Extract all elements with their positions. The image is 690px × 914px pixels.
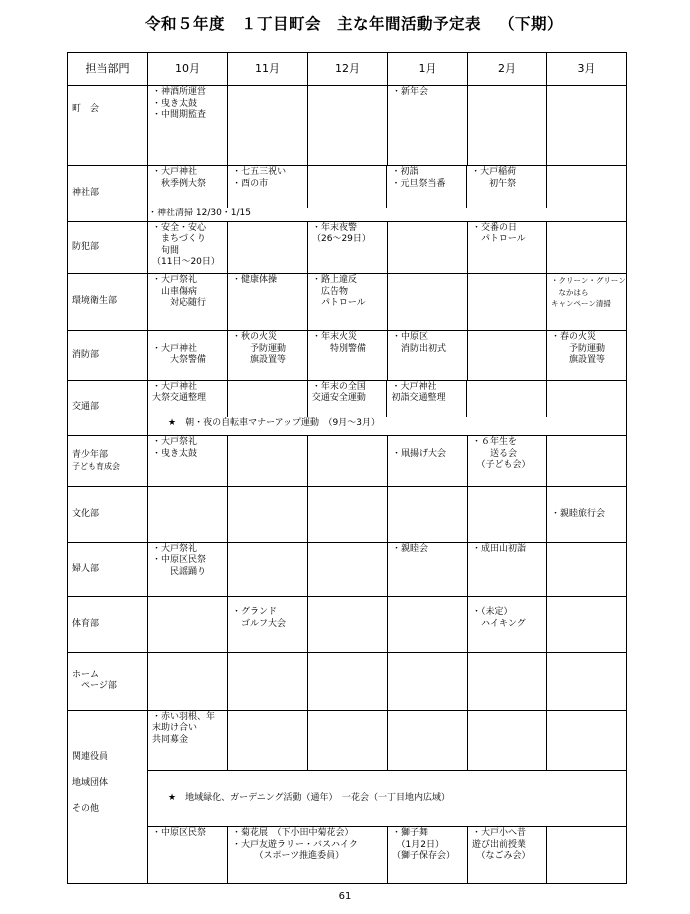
cell-fujin-jan: ・親睦会: [388, 542, 468, 597]
jinja-note: ・神社清掃 12/30・1/15: [148, 208, 252, 218]
cell-jinja-mar: [546, 166, 626, 208]
cell-bohan-oct: ・安全・安心 まちづくり 旬間 （11日～20日）: [148, 221, 228, 274]
cell-bunka-dec: [308, 486, 388, 542]
row-kanren-bottom: [68, 827, 627, 884]
cell-kanren-bottom-feb: ・大戸小へ昔 遊び出前授業 （なごみ会）: [468, 827, 547, 884]
row-jinja: [68, 166, 627, 222]
cell-seishonen-oct: ・大戸祭礼 ・曳き太鼓: [148, 436, 228, 487]
dept-seishonen-label: 青少年部: [72, 450, 109, 461]
cell-bunka-oct: [148, 486, 228, 542]
cell-jinja-oct: ・大戸神社 秋季例大祭: [148, 166, 228, 208]
dept-bunka: 文化部: [68, 486, 148, 542]
cell-taiiku-dec: [308, 597, 388, 653]
cell-kotsu-dec: ・年末の全国 交通安全運動: [307, 381, 387, 417]
header-feb: 2月: [468, 53, 547, 86]
dept-homepage: ホーム ページ部: [68, 653, 148, 711]
cell-kanren-top-dec: [308, 710, 388, 771]
dept-bohan: 防犯部: [68, 221, 148, 274]
cell-seishonen-dec: [308, 436, 388, 487]
row-kankyo: [68, 274, 627, 331]
cell-kotsu-feb: [467, 381, 547, 417]
cell-chokai-nov: [228, 86, 308, 166]
cell-bohan-jan: [388, 221, 468, 274]
cell-homepage-dec: [308, 653, 388, 711]
cell-fujin-dec: [308, 542, 388, 597]
cell-kanren-bottom-oct: ・中原区民祭: [148, 827, 228, 884]
header-oct: 10月: [148, 53, 228, 86]
cell-kotsu-jan: ・大戸神社 初詣交通整理: [387, 381, 467, 417]
cell-taiiku-jan: [388, 597, 468, 653]
cell-bunka-jan: [388, 486, 468, 542]
schedule-table: [67, 52, 627, 884]
cell-fujin-oct: ・大戸祭礼 ・中原区民祭 民謡踊り: [148, 542, 228, 597]
cell-jinja-jan: ・初詣 ・元旦祭当番: [387, 166, 467, 208]
cell-kankyo-mar: ・クリーン・グリーン なかはら キャンペーン清掃: [547, 274, 627, 331]
header-dec: 12月: [308, 53, 388, 86]
cell-bohan-mar: [547, 221, 627, 274]
cell-homepage-mar: [547, 653, 627, 711]
cell-fujin-mar: [547, 542, 627, 597]
cell-shobo-oct: ・大戸神社 大祭警備: [148, 331, 228, 381]
cell-kankyo-jan: [388, 274, 468, 331]
cell-bunka-mar: ・親睦旅行会: [547, 486, 627, 542]
cell-chokai-dec: [308, 86, 388, 166]
cell-taiiku-mar: [547, 597, 627, 653]
cell-homepage-nov: [228, 653, 308, 711]
header-dept: 担当部門: [68, 53, 148, 86]
page-title: [0, 12, 690, 34]
cell-taiiku-oct: [148, 597, 228, 653]
dept-jinja: 神社部: [68, 166, 148, 222]
cell-bunka-nov: [228, 486, 308, 542]
cell-seishonen-jan: ・凧揚げ大会: [388, 436, 468, 487]
header-row: [68, 53, 627, 86]
cell-kotsu-nov: [228, 381, 308, 417]
dept-seishonen: [68, 436, 148, 487]
kotsu-note-row: [148, 417, 626, 429]
kanren-band: ★ 地域緑化、ガーデニング活動（通年） 一花会（一丁目地内広域）: [148, 771, 627, 827]
row-fujin: [68, 542, 627, 597]
row-taiiku: [68, 597, 627, 653]
cell-jinja-nov: ・七五三祝い ・酉の市: [228, 166, 308, 208]
cell-jinja-feb: ・大戸稲荷 初午祭: [467, 166, 547, 208]
row-shobo: [68, 331, 627, 381]
cell-taiiku-feb: ・（未定） ハイキング: [468, 597, 547, 653]
row-chokai: [68, 86, 627, 166]
jinja-inner-row: [148, 166, 626, 208]
cell-seishonen-feb: ・６年生を 送る会 （子ども会）: [468, 436, 547, 487]
header-nov: 11月: [228, 53, 308, 86]
cell-taiiku-nov: ・グランド ゴルフ大会: [228, 597, 308, 653]
row-seishonen: [68, 436, 627, 487]
header-mar: 3月: [547, 53, 627, 86]
cell-homepage-jan: [388, 653, 468, 711]
dept-fujin: 婦人部: [68, 542, 148, 597]
cell-kankyo-feb: [468, 274, 547, 331]
dept-kotsu: 交通部: [68, 380, 148, 436]
cell-bohan-nov: [228, 221, 308, 274]
kotsu-inner-row: [148, 381, 626, 417]
cell-kotsu-oct: ・大戸神社 大祭交通整理: [148, 381, 228, 417]
dept-shobo: 消防部: [68, 331, 148, 381]
cell-shobo-feb: [468, 331, 547, 381]
cell-kotsu-mar: [546, 381, 626, 417]
cell-kanren-bottom-jan: ・獅子舞 （1月2日） （獅子保存会）: [388, 827, 468, 884]
cell-kanren-top-nov: [228, 710, 308, 771]
cell-shobo-mar: ・春の火災 予防運動 旗設置等: [547, 331, 627, 381]
cell-bohan-feb: ・交番の日 パトロール: [468, 221, 547, 274]
header-jan: 1月: [388, 53, 468, 86]
cell-shobo-nov: ・秋の火災 予防運動 旗設置等: [228, 331, 308, 381]
cell-chokai-oct: ・神酒所運営 ・曳き太鼓 ・中間期監査: [148, 86, 228, 166]
row-kanren-band: [68, 771, 627, 827]
cell-chokai-mar: [547, 86, 627, 166]
title-period: （下期）: [499, 14, 564, 33]
dept-seishonen-sub: 子ども育成会: [72, 461, 120, 471]
cell-chokai-feb: [468, 86, 547, 166]
cell-shobo-dec: ・年末火災 特別警備: [308, 331, 388, 381]
title-main: 令和５年度 １丁目町会 主な年間活動予定表: [144, 14, 481, 33]
cell-kankyo-dec: ・路上違反 広告物 パトロール: [308, 274, 388, 331]
cell-jinja-dec: [307, 166, 387, 208]
kotsu-inner: [148, 381, 626, 429]
cell-bunka-feb: [468, 486, 547, 542]
cell-kankyo-oct: ・大戸祭礼 山車傷病 対応随行: [148, 274, 228, 331]
kotsu-span: [148, 380, 627, 436]
cell-homepage-oct: [148, 653, 228, 711]
cell-kankyo-nov: ・健康体操: [228, 274, 308, 331]
row-homepage: [68, 653, 627, 711]
cell-kanren-bottom-mar: [547, 827, 627, 884]
dept-chokai: 町 会: [68, 86, 148, 166]
dept-kankyo: 環境衛生部: [68, 274, 148, 331]
cell-bohan-dec: ・年末夜警 （26～29日）: [308, 221, 388, 274]
cell-fujin-feb: ・成田山初詣: [468, 542, 547, 597]
cell-homepage-feb: [468, 653, 547, 711]
row-bohan: [68, 221, 627, 274]
cell-chokai-jan: ・新年会: [388, 86, 468, 166]
cell-kanren-top-oct: ・赤い羽根、年 末助け合い 共同募金: [148, 710, 228, 771]
row-bunka: [68, 486, 627, 542]
page-number: 61: [338, 891, 352, 902]
jinja-span: [148, 166, 627, 222]
cell-kanren-top-jan: [388, 710, 468, 771]
dept-taiiku: 体育部: [68, 597, 148, 653]
cell-seishonen-mar: [547, 436, 627, 487]
jinja-inner: [148, 166, 626, 220]
cell-seishonen-nov: [228, 436, 308, 487]
cell-kanren-top-mar: [547, 710, 627, 771]
row-kanren-top: [68, 710, 627, 771]
cell-kanren-bottom-nov-dec: ・菊花展 （下小田中菊花会） ・大戸友遊ラリー・バスハイク （スポーツ推進委員）: [228, 827, 388, 884]
dept-kanren: 関連役員 地域団体 その他: [68, 710, 148, 883]
cell-fujin-nov: [228, 542, 308, 597]
cell-kanren-top-feb: [468, 710, 547, 771]
cell-shobo-jan: ・中原区 消防出初式: [388, 331, 468, 381]
jinja-note-row: [148, 208, 626, 220]
kotsu-note: ★ 朝・夜の自転車マナーアップ運動 （9月～3月）: [168, 417, 380, 428]
row-kotsu: [68, 380, 627, 436]
